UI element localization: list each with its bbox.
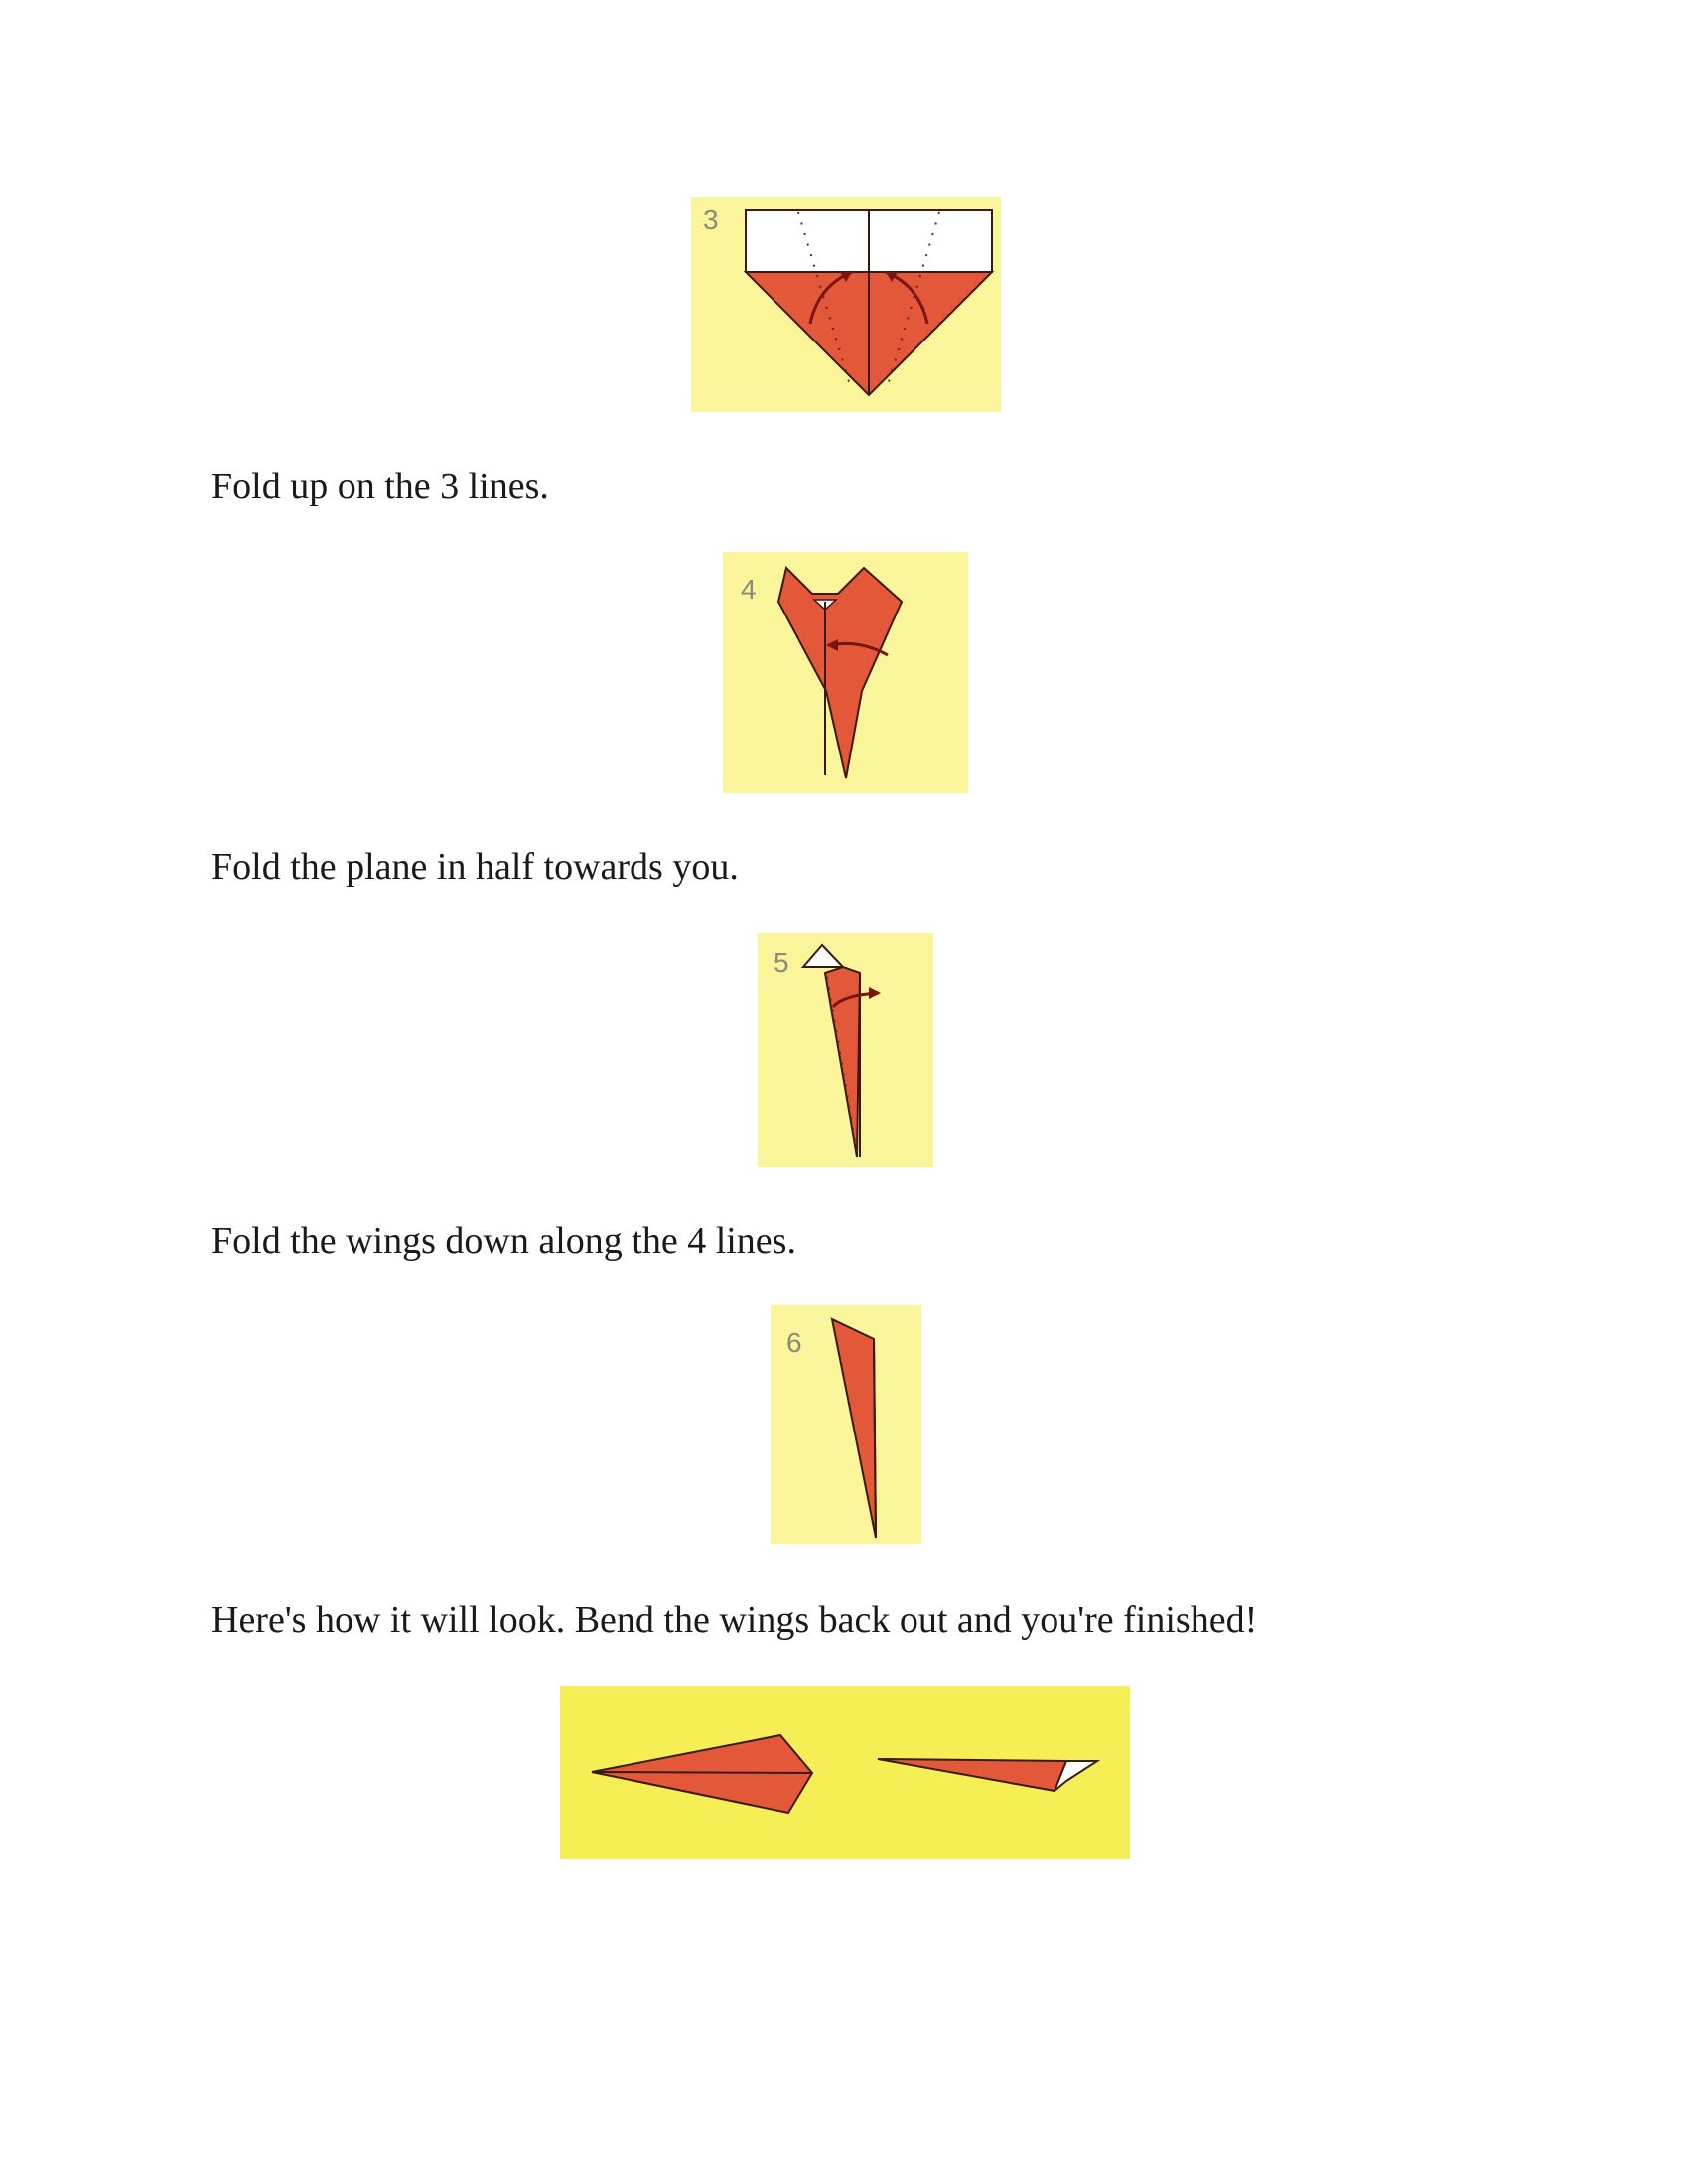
step-3-caption: Fold up on the 3 lines. <box>211 466 549 507</box>
plane-side-view <box>878 1759 1097 1791</box>
step-4-number: 4 <box>741 574 757 605</box>
step-3-diagram <box>691 197 1001 412</box>
step-6-caption: Here's how it will look. Bend the wings back out and you're finished! <box>211 1599 1258 1641</box>
step-3-illustration <box>691 197 1001 412</box>
step-5-illustration <box>758 933 933 1167</box>
step-3-number: 3 <box>703 205 719 235</box>
plane-top-view <box>592 1735 812 1813</box>
finished-plane-icon <box>560 1686 1130 1859</box>
step-5-caption: Fold the wings down along the 4 lines. <box>211 1220 796 1262</box>
step-4-diagram <box>723 552 968 793</box>
step-4-caption: Fold the plane in half towards you. <box>211 846 739 887</box>
finished-plane-illustration <box>560 1686 1130 1859</box>
step-6-illustration <box>771 1305 921 1544</box>
step-4-illustration <box>723 552 968 793</box>
step-5-number: 5 <box>774 947 789 978</box>
step-6-number: 6 <box>786 1327 802 1358</box>
